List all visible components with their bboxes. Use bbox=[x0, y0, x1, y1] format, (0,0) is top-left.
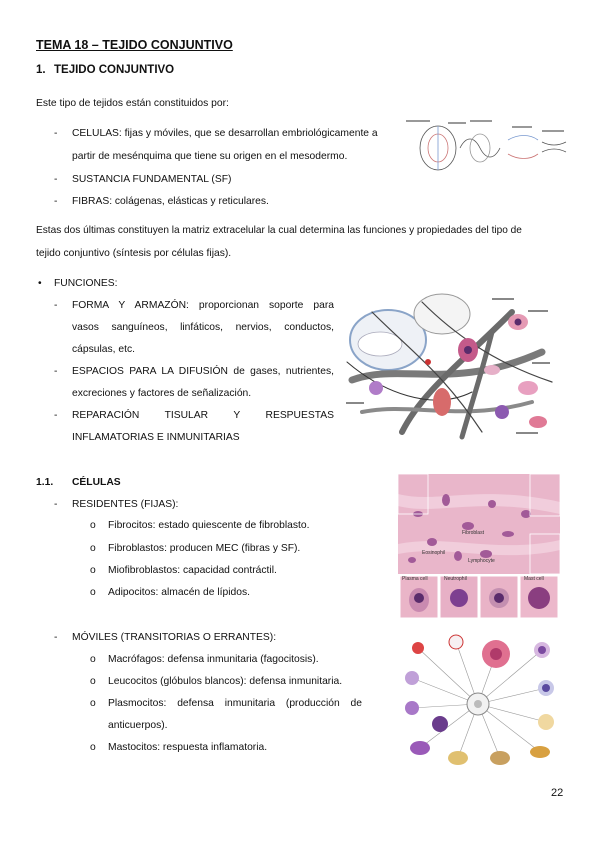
label-fibroblast: Fibroblast bbox=[462, 530, 484, 536]
section-heading: TEJIDO CONJUNTIVO bbox=[54, 64, 175, 76]
label-plasma-cell: Plasma cell bbox=[402, 576, 428, 582]
funcion-item-cont: vasos sanguíneos, linfáticos, nervios, conductos, bbox=[72, 322, 334, 333]
circle-bullet: o bbox=[90, 565, 96, 576]
dash-bullet: - bbox=[54, 300, 58, 311]
label-lymphocyte: Lymphocyte bbox=[468, 558, 495, 564]
movil-item: Macrófagos: defensa inmunitaria (fagocitosis). bbox=[108, 654, 319, 665]
label-neutrophil: Neutrophil bbox=[444, 576, 467, 582]
dash-bullet: - bbox=[54, 174, 58, 185]
dot-bullet: • bbox=[38, 278, 42, 289]
circle-bullet: o bbox=[90, 742, 96, 753]
funcion-item-cont: cápsulas, etc. bbox=[72, 344, 135, 355]
circle-bullet: o bbox=[90, 587, 96, 598]
circle-bullet: o bbox=[90, 520, 96, 531]
residente-item: Fibroblastos: producen MEC (fibras y SF). bbox=[108, 543, 301, 554]
dash-bullet: - bbox=[54, 410, 58, 421]
matrix-paragraph-line2: tejido conjuntivo (síntesis por células fijas). bbox=[36, 248, 232, 259]
movil-item: Mastocitos: respuesta inflamatoria. bbox=[108, 742, 268, 753]
circle-bullet: o bbox=[90, 543, 96, 554]
embryo-diagram-image bbox=[404, 118, 568, 176]
page-number: 22 bbox=[551, 787, 564, 799]
residente-item: Fibrocitos: estado quiescente de fibroblasto. bbox=[108, 520, 310, 531]
dash-bullet: - bbox=[54, 366, 58, 377]
subsection-number: 1.1. bbox=[36, 477, 54, 488]
label-mast-cell: Mast cell bbox=[524, 576, 544, 582]
histology-micrograph-image bbox=[398, 474, 560, 620]
dash-bullet: - bbox=[54, 128, 58, 139]
residente-item: Adipocitos: almacén de lípidos. bbox=[108, 587, 250, 598]
movil-item: Leucocitos (glóbulos blancos): defensa inmunitaria. bbox=[108, 676, 343, 687]
funciones-label: FUNCIONES: bbox=[54, 278, 118, 289]
list-item: CELULAS: fijas y móviles, que se desarrollan embriológicamente a bbox=[72, 128, 378, 139]
list-item-cont: partir de mesénquima que tiene su origen en el mesodermo. bbox=[72, 151, 348, 162]
movil-item-cont: anticuerpos). bbox=[108, 720, 168, 731]
funcion-item: ESPACIOS PARA LA DIFUSIÓN de gases, nutrientes, bbox=[72, 366, 334, 377]
cell-lineage-diagram-image bbox=[400, 628, 562, 774]
section-number: 1. bbox=[36, 64, 46, 76]
matrix-paragraph-line1: Estas dos últimas constituyen la matriz extracelular la cual determina las funciones y propiedades del tipo de bbox=[36, 225, 522, 236]
dash-bullet: - bbox=[54, 499, 58, 510]
circle-bullet: o bbox=[90, 698, 96, 709]
residente-item: Miofibroblastos: capacidad contráctil. bbox=[108, 565, 277, 576]
connective-tissue-illustration bbox=[342, 292, 556, 442]
intro-text: Este tipo de tejidos están constituidos por: bbox=[36, 98, 229, 109]
subsection-heading: CÉLULAS bbox=[72, 477, 121, 488]
label-eosinophil: Eosinophil bbox=[422, 550, 446, 556]
dash-bullet: - bbox=[54, 196, 58, 207]
funcion-item: REPARACIÓN TISULAR Y RESPUESTAS bbox=[72, 410, 334, 421]
dash-bullet: - bbox=[54, 632, 58, 643]
list-item: SUSTANCIA FUNDAMENTAL (SF) bbox=[72, 174, 232, 185]
funcion-item-cont: excreciones y factores de señalización. bbox=[72, 388, 252, 399]
movil-item: Plasmocitos: defensa inmunitaria (producción de bbox=[108, 698, 362, 709]
page-title: TEMA 18 – TEJIDO CONJUNTIVO bbox=[36, 38, 233, 52]
moviles-label: MÓVILES (TRANSITORIAS O ERRANTES): bbox=[72, 632, 277, 643]
funcion-item-cont: INFLAMATORIAS E INMUNITARIAS bbox=[72, 432, 240, 443]
circle-bullet: o bbox=[90, 676, 96, 687]
circle-bullet: o bbox=[90, 654, 96, 665]
funcion-item: FORMA Y ARMAZÓN: proporcionan soporte para bbox=[72, 300, 334, 311]
residentes-label: RESIDENTES (FIJAS): bbox=[72, 499, 179, 510]
list-item: FIBRAS: colágenas, elásticas y reticulares. bbox=[72, 196, 269, 207]
